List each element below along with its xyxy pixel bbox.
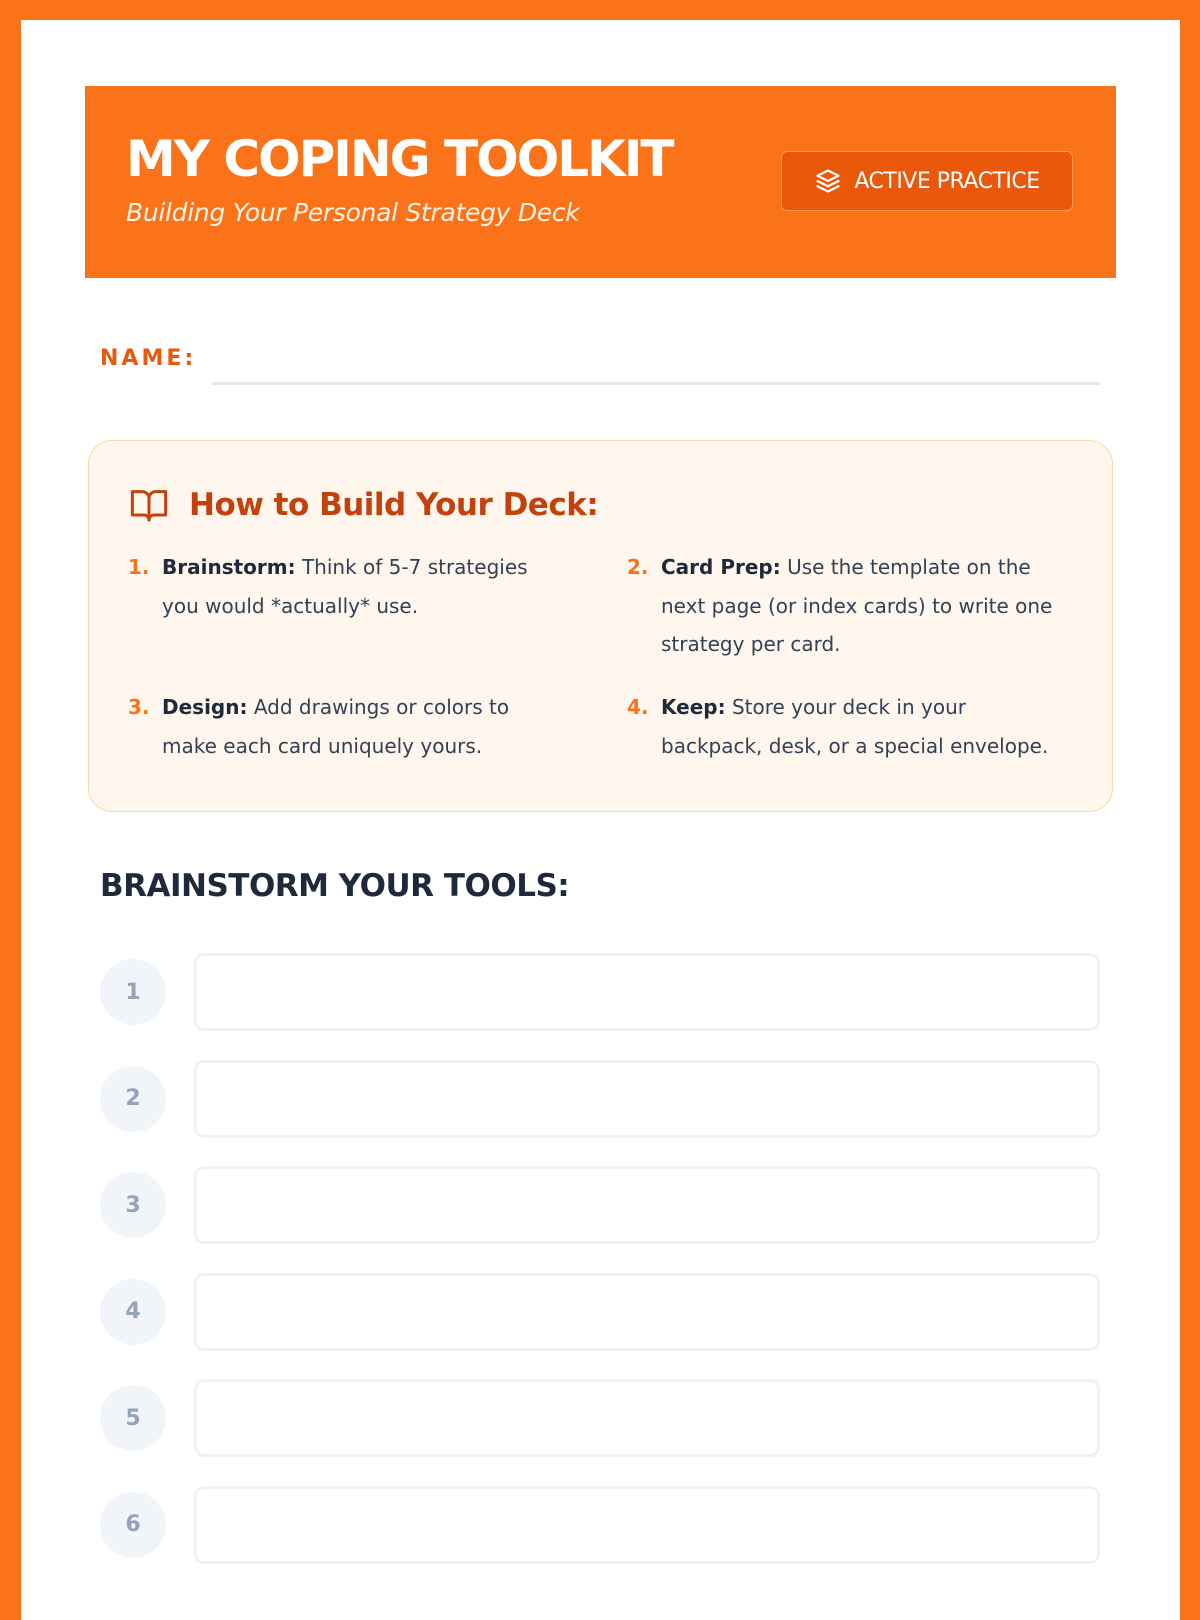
strategy-input[interactable]: [194, 1273, 1100, 1351]
name-label: NAME:: [100, 346, 197, 371]
instruction-step: [627, 548, 1067, 664]
active-practice-badge: [781, 151, 1073, 211]
name-field[interactable]: [212, 382, 1100, 385]
strategy-input[interactable]: [194, 953, 1100, 1031]
instruction-step: [128, 548, 548, 625]
step-keyword: Design:: [162, 695, 248, 719]
page-title: MY COPING TOOLKIT: [126, 130, 673, 188]
row-number-badge: 2: [100, 1066, 166, 1132]
strategy-input[interactable]: [194, 1166, 1100, 1244]
step-keyword: Card Prep:: [661, 555, 781, 579]
row-number-badge: 4: [100, 1279, 166, 1345]
step-text: [661, 688, 1067, 765]
strategy-input[interactable]: [194, 1486, 1100, 1564]
step-description: Store your deck in your backpack, desk, or a special envelope.: [661, 695, 1049, 758]
step-keyword: Brainstorm:: [162, 555, 296, 579]
row-number-badge: 3: [100, 1172, 166, 1238]
step-text: [162, 688, 548, 765]
brainstorm-heading: BRAINSTORM YOUR TOOLS:: [100, 868, 570, 904]
layers-icon: [814, 167, 842, 195]
instruction-step: [128, 688, 548, 765]
step-text: [661, 548, 1067, 664]
strategy-input[interactable]: [194, 1379, 1100, 1457]
step-number: 1.: [128, 555, 150, 579]
step-keyword: Keep:: [661, 695, 726, 719]
worksheet-page: [21, 20, 1180, 1620]
step-description: Think of 5-7 strategies you would *actually* use.: [162, 555, 528, 618]
step-text: [162, 548, 548, 625]
step-number: 3.: [128, 695, 150, 719]
step-number: 4.: [627, 695, 649, 719]
row-number-badge: 5: [100, 1385, 166, 1451]
instruction-step: [627, 688, 1067, 765]
badge-label: ACTIVE PRACTICE: [854, 168, 1040, 194]
step-description: Use the template on the next page (or index cards) to write one strategy per card.: [661, 555, 1053, 656]
row-number-badge: 1: [100, 959, 166, 1025]
step-description: Add drawings or colors to make each card uniquely yours.: [162, 695, 510, 758]
page-subtitle: Building Your Personal Strategy Deck: [126, 198, 580, 227]
header-banner: [85, 86, 1116, 278]
step-number: 2.: [627, 555, 649, 579]
strategy-input[interactable]: [194, 1060, 1100, 1138]
instructions-title: How to Build Your Deck:: [189, 487, 599, 523]
instructions-box: [88, 440, 1113, 812]
instructions-header: [129, 485, 598, 525]
row-number-badge: 6: [100, 1492, 166, 1558]
book-open-icon: [129, 485, 169, 525]
